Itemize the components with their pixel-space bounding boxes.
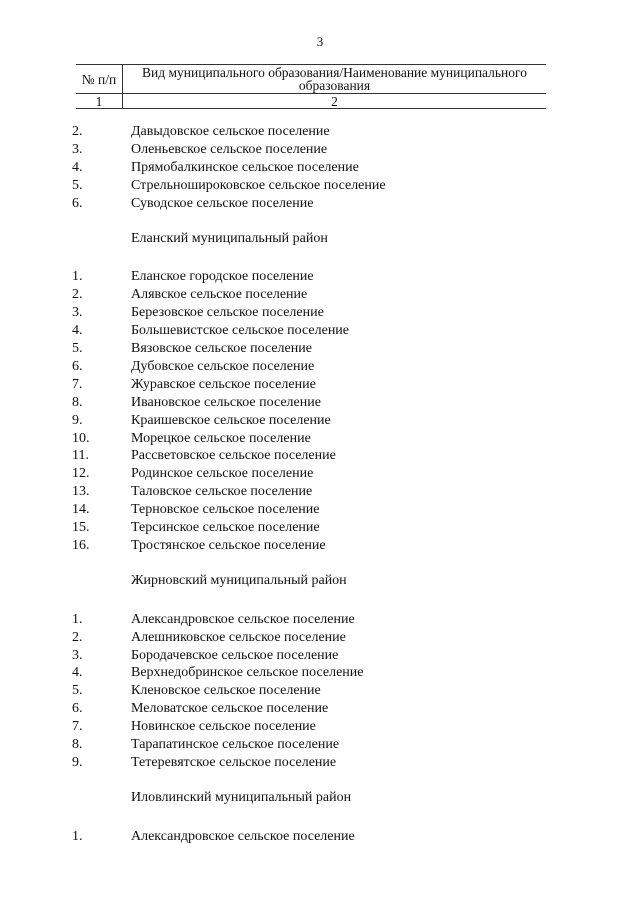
item-number: 16. [72, 537, 90, 553]
list-item [0, 647, 640, 665]
item-name: Стрельношироковское сельское поселение [131, 177, 386, 193]
list-item [0, 664, 640, 682]
header-col2-number: 2 [123, 94, 547, 109]
item-number: 14. [72, 502, 90, 518]
item-number: 4. [72, 323, 83, 339]
list-item [0, 718, 640, 736]
item-number: 3. [72, 141, 83, 157]
list-item [0, 501, 640, 519]
item-name: Алешниковское сельское поселение [131, 629, 346, 645]
item-number: 2. [72, 287, 83, 303]
item-name: Тарапатинское сельское поселение [131, 737, 340, 752]
item-number: 4. [72, 159, 83, 175]
list-item [0, 447, 640, 465]
item-name: Дубовское сельское поселение [131, 358, 315, 374]
item-name: Еланское городское поселение [131, 269, 314, 285]
list-item [0, 828, 640, 846]
item-number: 6. [72, 358, 83, 374]
item-number: 1. [72, 611, 83, 627]
list-item [0, 376, 640, 394]
header-table [76, 64, 546, 109]
list-item [0, 286, 640, 304]
item-name: Краишевское сельское поселение [131, 412, 331, 428]
item-name: Давыдовское сельское поселение [131, 124, 330, 139]
item-number: 3. [72, 647, 83, 663]
item-name: Верхнедобринское сельское поселение [131, 665, 364, 681]
item-number: 5. [72, 683, 83, 699]
list-item [0, 519, 640, 537]
item-name: Оленьевское сельское поселение [131, 141, 328, 157]
item-number: 4. [72, 665, 83, 681]
item-number: 5. [72, 341, 83, 356]
item-name: Тетеревятское сельское поселение [131, 754, 337, 770]
item-number: 7. [72, 719, 83, 735]
list-item [0, 123, 640, 141]
item-name: Большевистское сельское поселение [131, 323, 350, 339]
list-item [0, 159, 640, 177]
item-number: 3. [72, 305, 83, 321]
list-item [0, 430, 640, 448]
item-number: 6. [72, 195, 83, 211]
list-item [0, 700, 640, 718]
item-number: 7. [72, 376, 83, 392]
item-name: Новинское сельское поселение [131, 719, 316, 735]
list-item [0, 483, 640, 501]
list-item [0, 268, 640, 286]
item-number: 9. [72, 754, 83, 770]
list-item [0, 682, 640, 700]
district-heading: Еланский муниципальный район [131, 230, 328, 246]
item-number: 5. [72, 177, 83, 193]
item-name: Алявское сельское поселение [131, 287, 308, 303]
list-item [0, 537, 640, 555]
item-number: 11. [72, 448, 89, 464]
item-number: 8. [72, 737, 83, 752]
item-number: 10. [72, 430, 90, 446]
item-name: Морецкое сельское поселение [131, 430, 311, 446]
item-number: 1. [72, 828, 83, 844]
item-number: 9. [72, 412, 83, 428]
list-item [0, 629, 640, 647]
list-item [0, 754, 640, 772]
item-number: 2. [72, 124, 83, 139]
list-item [0, 340, 640, 358]
item-name: Александровское сельское поселение [131, 611, 355, 627]
header-col-name: Вид муниципального образования/Наименование муниципального образования [123, 65, 547, 94]
list-item [0, 465, 640, 483]
item-name: Вязовское сельское поселение [131, 341, 312, 356]
item-name: Прямобалкинское сельское поселение [131, 159, 359, 175]
item-number: 2. [72, 629, 83, 645]
item-name: Терсинское сельское поселение [131, 520, 320, 535]
item-name: Родинское сельское поселение [131, 466, 314, 482]
item-name: Рассветовское сельское поселение [131, 448, 336, 464]
header-numbering-row [76, 94, 546, 109]
item-name: Суводское сельское поселение [131, 195, 314, 211]
district-heading: Иловлинский муниципальный район [131, 789, 352, 805]
item-name: Таловское сельское поселение [131, 484, 313, 500]
item-number: 8. [72, 394, 83, 410]
item-name: Александровское сельское поселение [131, 828, 355, 844]
list-item [0, 736, 640, 754]
list-item [0, 141, 640, 159]
item-name: Кленовское сельское поселение [131, 683, 321, 699]
list-item [0, 304, 640, 322]
header-row [76, 65, 546, 94]
item-number: 15. [72, 520, 90, 535]
page-number: 3 [316, 34, 324, 49]
item-name: Березовское сельское поселение [131, 305, 324, 321]
list-item [0, 611, 640, 629]
list-item [0, 358, 640, 376]
list-item [0, 195, 640, 213]
district-heading: Жирновский муниципальный район [131, 572, 347, 588]
item-name: Бородачевское сельское поселение [131, 647, 339, 663]
list-item [0, 177, 640, 195]
list-item [0, 322, 640, 340]
item-number: 12. [72, 466, 90, 482]
item-name: Ивановское сельское поселение [131, 394, 321, 410]
list-item [0, 412, 640, 430]
item-name: Журавское сельское поселение [131, 376, 316, 392]
item-name: Меловатское сельское поселение [131, 701, 329, 717]
header-col1-number: 1 [76, 94, 123, 109]
item-number: 6. [72, 701, 83, 717]
item-number: 1. [72, 269, 83, 285]
header-col-number: № п/п [76, 65, 123, 94]
item-name: Тростянское сельское поселение [131, 537, 326, 553]
item-name: Терновское сельское поселение [131, 502, 320, 518]
list-item [0, 394, 640, 412]
item-number: 13. [72, 484, 90, 500]
